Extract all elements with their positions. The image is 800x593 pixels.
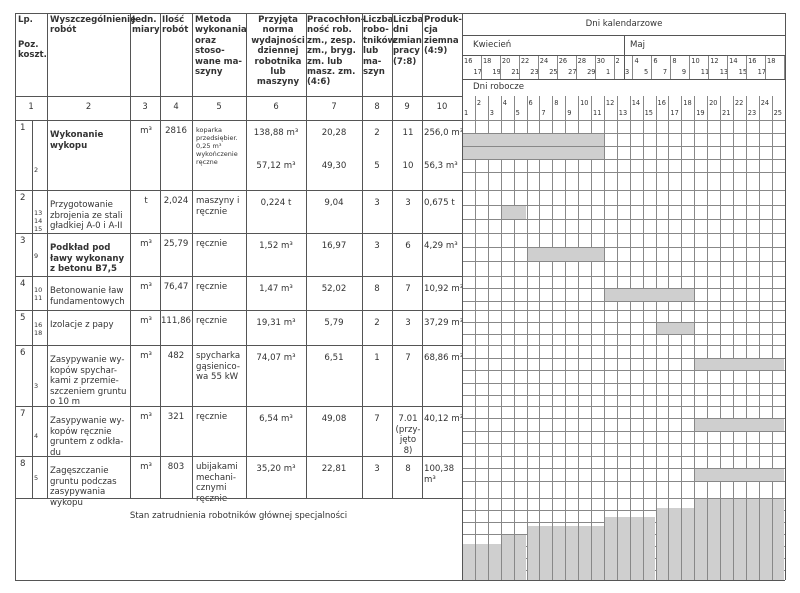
row-shifts: 6 (405, 241, 411, 251)
calendar-day: 28 (577, 57, 587, 65)
workday-number: 24 (760, 99, 770, 107)
row-name: Wykonanie wykopu (50, 130, 104, 151)
row-norm: 0,224 t (260, 198, 292, 208)
row-lp: 5 (20, 313, 26, 323)
staffing-bar (566, 526, 578, 580)
grid-hline (462, 370, 785, 371)
row-lp: 8 (20, 459, 26, 469)
row-workers: 5 (374, 161, 380, 171)
row-norm: 1,47 m³ (259, 284, 293, 294)
staffing-bar (760, 499, 772, 580)
row-shifts: 7 (405, 284, 411, 294)
gantt-bar (528, 248, 604, 261)
column-number: 7 (331, 101, 337, 111)
column-line (422, 13, 423, 498)
poz-divider (32, 120, 33, 498)
calendar-vline (670, 55, 671, 79)
row-poz: 2 (34, 166, 39, 174)
grid-vline (591, 96, 592, 580)
calendar-day: 24 (539, 57, 549, 65)
schedule-sheet (15, 13, 785, 580)
grid-vline (617, 96, 618, 580)
row-norm: 74,07 m³ (256, 353, 296, 363)
calendar-day: 5 (643, 68, 649, 76)
calendar-day: 16 (464, 57, 473, 65)
row-output: 56,3 m³ (424, 161, 458, 171)
row-workers: 7 (374, 414, 380, 424)
month-divider (624, 35, 625, 79)
grid-hline (462, 345, 785, 346)
frame-bottom (15, 580, 785, 581)
row-method: spycharka gąsienico- wa 55 kW (196, 351, 241, 383)
calendar-day: 14 (729, 57, 738, 65)
row-output: 10,92 m³ (424, 284, 464, 294)
row-name: Izolacje z papy (50, 320, 114, 330)
staffing-bar (592, 526, 604, 580)
calendar-vline (651, 55, 652, 79)
workday-number: 6 (528, 99, 533, 107)
column-number: 2 (85, 101, 92, 111)
grid-vline (527, 96, 528, 580)
workday-number: 18 (683, 99, 692, 107)
workday-number: 7 (541, 109, 546, 117)
calendar-vline (708, 55, 709, 79)
col-qty-header: Ilość robót (162, 15, 189, 36)
row-norm: 57,12 m³ (256, 161, 296, 171)
row-unit: m³ (140, 412, 152, 422)
calendar-vline (481, 55, 482, 79)
row-name: Podkład pod ławy wykonany z betonu B7,5 (50, 243, 125, 275)
row-qty: 2,024 (163, 196, 189, 206)
staffing-bar (734, 499, 746, 580)
workday-number: 16 (657, 99, 666, 107)
staffing-bar (669, 508, 681, 580)
staffing-bar (515, 535, 527, 580)
calendar-day: 1 (606, 68, 611, 76)
row-line (15, 233, 462, 234)
calendar-day: 15 (738, 68, 748, 76)
row-norm: 35,20 m³ (256, 464, 296, 474)
column-number: 3 (142, 101, 148, 111)
grid-hline (462, 301, 785, 302)
row-qty: 482 (167, 351, 185, 361)
row-workers: 2 (374, 318, 380, 328)
row-labor: 22,81 (321, 464, 347, 474)
col-labor-header: Pracochłon- ność rob. zm., zesp. zm., bryg. zm. lub masz. zm. (4:6) (307, 15, 365, 88)
row-line (15, 406, 462, 407)
row-workers: 8 (374, 284, 380, 294)
row-output: 40,12 m³ (424, 414, 464, 424)
grid-hline (462, 322, 785, 323)
row-workers: 3 (374, 464, 380, 474)
row-qty: 2816 (165, 126, 187, 136)
row-poz: 4 (34, 432, 39, 440)
grid-hline (462, 247, 785, 248)
gantt-bar (463, 134, 604, 146)
row-qty: 803 (167, 462, 185, 472)
column-line (47, 13, 48, 498)
row-output: 256,0 m³ (424, 128, 464, 138)
row-qty: 25,79 (163, 239, 189, 249)
grid-vline (643, 96, 644, 580)
calendar-day: 6 (653, 57, 658, 65)
row-name: Zagęszczanie gruntu podczas zasypywania wykopu (50, 466, 117, 508)
row-labor: 6,51 (324, 353, 344, 363)
staffing-bar (540, 526, 552, 580)
workday-number: 9 (567, 109, 572, 117)
row-qty: 76,47 (163, 282, 189, 292)
workday-number: 5 (515, 109, 520, 117)
staffing-bar (502, 535, 514, 580)
column-line (306, 13, 307, 498)
grid-vline (501, 96, 502, 580)
gantt-bar (463, 147, 604, 159)
staffing-bar (721, 499, 733, 580)
col-norm-header: Przyjęta norma wydajności dziennej robotnika lub maszyny (251, 15, 305, 88)
grid-hline (462, 190, 785, 191)
workday-number: 11 (593, 109, 602, 117)
column-number: 9 (404, 101, 410, 111)
staffing-bar (708, 499, 720, 580)
row-norm: 19,31 m³ (256, 318, 296, 328)
workday-number: 23 (747, 109, 757, 117)
row-method: koparka przedsiębier. 0,25 m³ wykończenie ręczne (196, 126, 238, 166)
workday-number: 25 (773, 109, 782, 117)
row-line (15, 310, 462, 311)
calendar-day: 3 (625, 68, 630, 76)
grid-hline (462, 276, 785, 277)
row-method: ręcznie (196, 282, 228, 292)
calendar-day: 22 (520, 57, 530, 65)
row-shifts: 3 (405, 198, 411, 208)
footer-label: Stan zatrudnienia robotników głównej specjalności (129, 511, 348, 521)
staffing-bar (489, 544, 501, 580)
staffing-bar (579, 526, 591, 580)
staffing-bar (618, 517, 630, 580)
row-lp: 3 (20, 236, 26, 246)
calendar-day: 12 (710, 57, 719, 65)
row-unit: m³ (140, 126, 152, 136)
row-shifts: 3 (405, 318, 411, 328)
row-qty: 321 (167, 412, 185, 422)
column-number: 1 (28, 101, 34, 111)
gantt-bar (695, 419, 784, 431)
row-output: 68,86 m³ (424, 353, 464, 363)
staffing-bar (605, 517, 617, 580)
grid-hline (462, 310, 785, 311)
grid-hline (462, 172, 785, 173)
frame-right (785, 13, 786, 580)
calendar-vline (746, 55, 747, 79)
grid-vline (539, 96, 540, 580)
calendar-day: 25 (549, 68, 558, 76)
calendar-vline (632, 55, 633, 79)
calendar-day: 11 (700, 68, 710, 76)
row-labor: 49,08 (321, 414, 347, 424)
grid-hline (462, 406, 785, 407)
workday-number: 13 (618, 109, 628, 117)
grid-vline (630, 96, 631, 580)
grid-hline (462, 481, 785, 482)
column-number: 6 (273, 101, 279, 111)
row-shifts: 7.01 (przy- jęto 8) (395, 414, 421, 456)
calendar-day: 29 (587, 68, 596, 76)
row-output: 4,29 m³ (424, 241, 458, 251)
row-labor: 49,30 (321, 161, 347, 171)
row-unit: m³ (140, 282, 152, 292)
staffing-bar (773, 499, 785, 580)
grid-vline (552, 96, 553, 580)
grid-hline (462, 383, 785, 384)
calendar-day: 17 (757, 68, 766, 76)
row-lp: 2 (20, 193, 26, 203)
calendar-day: 26 (558, 57, 568, 65)
workday-number: 10 (580, 99, 589, 107)
workday-number: 2 (476, 99, 482, 107)
calendar-vline (557, 55, 558, 79)
workday-number: 4 (502, 99, 507, 107)
staffing-bar (747, 499, 759, 580)
grid-vline (514, 96, 515, 580)
col-workers-header: Liczba robo- tników lub ma- szyn (363, 15, 396, 78)
column-line (246, 13, 247, 498)
grid-hline (462, 159, 785, 160)
row-output: 37,29 m³ (424, 318, 464, 328)
workday-number: 19 (696, 109, 705, 117)
column-line (160, 13, 161, 498)
workdays-title: Dni robocze (473, 82, 525, 92)
header-line (15, 498, 462, 499)
workday-number: 17 (670, 109, 679, 117)
calendar-day: 9 (681, 68, 687, 76)
row-line (15, 456, 462, 457)
grid-hline (462, 233, 785, 234)
grid-vline (604, 96, 605, 580)
calendar-day: 8 (672, 57, 677, 65)
workday-number: 21 (722, 109, 731, 117)
staffing-bar (695, 499, 707, 580)
staffing-bar (644, 517, 656, 580)
staffing-bar (631, 517, 643, 580)
grid-hline (462, 120, 785, 121)
gantt-bar (605, 289, 694, 301)
row-workers: 3 (374, 198, 380, 208)
grid-hline (462, 395, 785, 396)
col-unit-header: Jedn. miary (132, 15, 160, 36)
row-unit: m³ (140, 239, 152, 249)
row-poz: 3 (34, 382, 39, 390)
calendar-vline (519, 55, 520, 79)
col-poz-header: Poz. koszt. (18, 40, 47, 61)
calendar-day: 10 (691, 57, 700, 65)
col-name-header: Wyszczególnienie robót (50, 15, 136, 36)
col-lp-header: Lp. (18, 15, 33, 25)
row-unit: m³ (140, 462, 152, 472)
workday-number: 3 (489, 109, 494, 117)
gantt-bar (695, 469, 784, 481)
row-unit: m³ (140, 316, 152, 326)
row-labor: 20,28 (321, 128, 347, 138)
gantt-bar (502, 206, 527, 219)
col-output-header: Produk- cja ziemna (4:9) (424, 15, 462, 57)
calendar-day: 27 (568, 68, 577, 76)
calendar-vline (727, 55, 728, 79)
row-name: Zasypywanie wy- kopów spychar- kami z przemie- szczeniem gruntu o 10 m (50, 355, 127, 408)
col-method-header: Metoda wykonania oraz stoso- wane ma- szyny (195, 15, 247, 78)
calendar-day: 18 (767, 57, 776, 65)
column-line (192, 13, 193, 498)
staffing-bar (528, 526, 540, 580)
column-number: 8 (374, 101, 380, 111)
grid-vline (488, 96, 489, 580)
row-name: Betonowanie ław fundamentowych (50, 286, 125, 307)
row-method: ubijakami mechani- cznymi ręcznie (196, 462, 238, 504)
calendar-vline (614, 55, 615, 79)
calendar-vline (538, 55, 539, 79)
row-poz: 16 18 (34, 321, 43, 337)
cal-line (462, 79, 785, 80)
staffing-bar (553, 526, 565, 580)
calendar-vline (765, 55, 766, 79)
calendar-vline (576, 55, 577, 79)
month-april: Kwiecień (473, 40, 512, 50)
calendar-day: 20 (501, 57, 511, 65)
gantt-bar (695, 359, 784, 370)
column-number: 4 (173, 101, 179, 111)
header-line (15, 120, 462, 121)
row-unit: m³ (140, 351, 152, 361)
row-poz: 9 (34, 252, 39, 260)
header-line (15, 96, 462, 97)
row-name: Zasypywanie wy- kopów ręcznie gruntem z odkła- du (50, 416, 125, 458)
column-number: 5 (216, 101, 222, 111)
row-lp: 7 (20, 409, 26, 419)
row-workers: 2 (374, 128, 380, 138)
calendar-day: 13 (719, 68, 729, 76)
row-shifts: 10 (402, 161, 414, 171)
row-poz: 5 (34, 474, 39, 482)
grid-hline (462, 261, 785, 262)
calendar-day: 17 (473, 68, 482, 76)
row-shifts: 7 (405, 353, 411, 363)
grid-hline (462, 431, 785, 432)
calendar-day: 4 (634, 57, 639, 65)
row-method: ręcznie (196, 316, 228, 326)
calendar-day: 21 (511, 68, 520, 76)
row-workers: 3 (374, 241, 380, 251)
row-output: 100,38 m³ (424, 464, 455, 485)
grid-hline (462, 334, 785, 335)
workday-number: 1 (464, 109, 469, 117)
row-method: ręcznie (196, 412, 228, 422)
row-labor: 9,04 (324, 198, 344, 208)
row-shifts: 8 (405, 464, 411, 474)
calendar-day: 7 (662, 68, 668, 76)
grid-hline (462, 219, 785, 220)
row-norm: 1,52 m³ (259, 241, 293, 251)
workday-number: 8 (554, 99, 559, 107)
row-line (15, 276, 462, 277)
row-output: 0,675 t (424, 198, 455, 208)
row-labor: 5,79 (324, 318, 344, 328)
workday-number: 12 (605, 99, 615, 107)
calendar-day: 16 (748, 57, 757, 65)
calendar-day: 18 (482, 57, 492, 65)
calendar-day: 23 (530, 68, 539, 76)
row-lp: 4 (20, 279, 26, 289)
workday-number: 14 (631, 99, 641, 107)
calendar-vline (689, 55, 690, 79)
column-line (130, 13, 131, 498)
calendar-vline (500, 55, 501, 79)
workday-number: 15 (644, 109, 653, 117)
row-labor: 52,02 (321, 284, 347, 294)
row-norm: 138,88 m³ (253, 128, 299, 138)
staffing-bar (657, 508, 669, 580)
row-line (15, 190, 462, 191)
row-labor: 16,97 (321, 241, 347, 251)
column-number: 10 (436, 101, 448, 111)
gantt-divider (462, 13, 463, 580)
row-shifts: 11 (402, 128, 414, 138)
column-line (392, 13, 393, 498)
row-unit: t (144, 196, 148, 206)
grid-vline (475, 96, 476, 580)
grid-hline (462, 456, 785, 457)
workday-number: 22 (734, 99, 744, 107)
grid-vline (565, 96, 566, 580)
gantt-bar (657, 323, 695, 334)
column-line (362, 13, 363, 498)
row-poz: 13 14 15 (34, 209, 43, 233)
calendar-day: 2 (615, 57, 620, 65)
row-qty: 111,86 (160, 316, 192, 326)
calendar-day: 30 (596, 57, 605, 65)
col-shifts-header: Liczba dni zmian pracy (7:8) (393, 15, 424, 67)
frame-left (15, 13, 16, 580)
row-norm: 6,54 m³ (259, 414, 293, 424)
row-lp: 6 (20, 348, 26, 358)
calendar-title: Dni kalendarzowe (585, 19, 663, 29)
grid-hline (462, 443, 785, 444)
month-may: Maj (630, 40, 646, 50)
row-method: ręcznie (196, 239, 228, 249)
workday-number: 20 (709, 99, 718, 107)
row-line (15, 345, 462, 346)
row-workers: 1 (374, 353, 380, 363)
staffing-bar (682, 508, 694, 580)
staffing-bar (463, 544, 475, 580)
calendar-vline (595, 55, 596, 79)
row-name: Przygotowanie zbrojenia ze stali gładkiej A-0 i A-II (50, 200, 123, 232)
calendar-day: 19 (492, 68, 501, 76)
staffing-bar (476, 544, 488, 580)
row-method: maszyny i ręcznie (196, 196, 240, 217)
row-lp: 1 (20, 123, 26, 133)
grid-vline (578, 96, 579, 580)
row-poz: 10 11 (34, 286, 43, 302)
